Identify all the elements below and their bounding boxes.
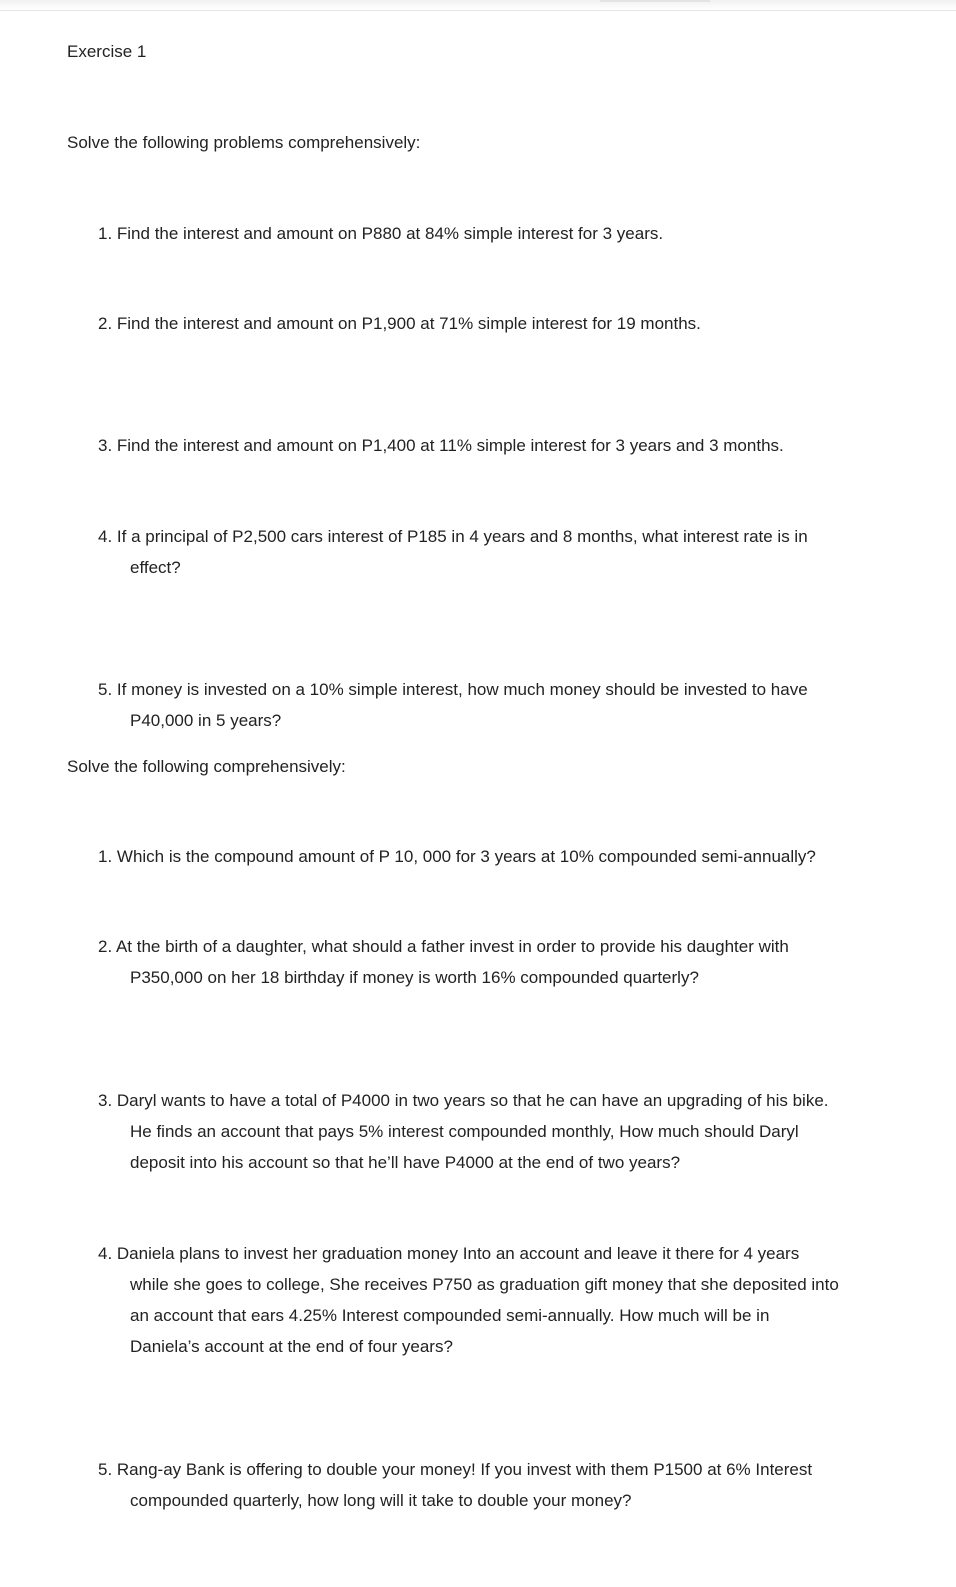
problem-line-continued: while she goes to college, She receives P750 as graduation gift money that she deposited into — [130, 1275, 839, 1294]
section-2-problem-3 — [98, 1085, 829, 1178]
problem-line-continued: an account that ears 4.25% Interest compounded semi-annually. How much will be in — [130, 1306, 770, 1325]
problem-line: 1. Find the interest and amount on P880 at 84% simple interest for 3 years. — [98, 224, 664, 243]
section-1-problem-5 — [98, 674, 808, 736]
problem-line-continued: Daniela’s account at the end of four years? — [130, 1337, 453, 1356]
problem-line-continued: P40,000 in 5 years? — [130, 711, 282, 730]
problem-line: 3. Find the interest and amount on P1,400 at 11% simple interest for 3 years and 3 months. — [98, 436, 784, 455]
section-1-problem-4 — [98, 521, 808, 583]
section-2-heading: Solve the following comprehensively: — [67, 757, 346, 776]
problem-line-continued: P350,000 on her 18 birthday if money is worth 16% compounded quarterly? — [130, 968, 699, 987]
problem-line: 1. Which is the compound amount of P 10, 000 for 3 years at 10% compounded semi-annually? — [98, 847, 816, 866]
problem-line: 2. At the birth of a daughter, what should a father invest in order to provide his daughter with — [98, 937, 789, 956]
section-2-problem-5 — [98, 1454, 812, 1516]
section-2-problem-2 — [98, 931, 789, 993]
problem-line: 2. Find the interest and amount on P1,900 at 71% simple interest for 19 months. — [98, 314, 701, 333]
section-1-problem-2 — [98, 308, 701, 339]
problem-line: 5. If money is invested on a 10% simple interest, how much money should be invested to have — [98, 680, 808, 699]
problem-line-continued: deposit into his account so that he’ll have P4000 at the end of two years? — [130, 1153, 681, 1172]
problem-line: 4. If a principal of P2,500 cars interest of P185 in 4 years and 8 months, what interest rate is in — [98, 527, 808, 546]
window-top-bar — [0, 0, 956, 11]
problem-line: 5. Rang-ay Bank is offering to double your money! If you invest with them P1500 at 6% Interest — [98, 1460, 813, 1479]
section-1-problem-1 — [98, 218, 663, 249]
problem-line-continued: effect? — [130, 558, 181, 577]
top-tab-marker — [600, 0, 710, 2]
section-1-problem-3 — [98, 430, 784, 461]
section-1-heading: Solve the following problems comprehensively: — [67, 133, 421, 152]
problem-line-continued: He finds an account that pays 5% interest compounded monthly, How much should Daryl — [130, 1122, 799, 1141]
problem-line: 4. Daniela plans to invest her graduation money Into an account and leave it there for 4 years — [98, 1244, 800, 1263]
problem-line: 3. Daryl wants to have a total of P4000 in two years so that he can have an upgrading of his bike. — [98, 1091, 829, 1110]
section-2-problem-4 — [98, 1238, 839, 1362]
problem-line-continued: compounded quarterly, how long will it take to double your money? — [130, 1491, 632, 1510]
section-2-problem-1 — [98, 841, 816, 872]
document-title: Exercise 1 — [67, 42, 147, 61]
